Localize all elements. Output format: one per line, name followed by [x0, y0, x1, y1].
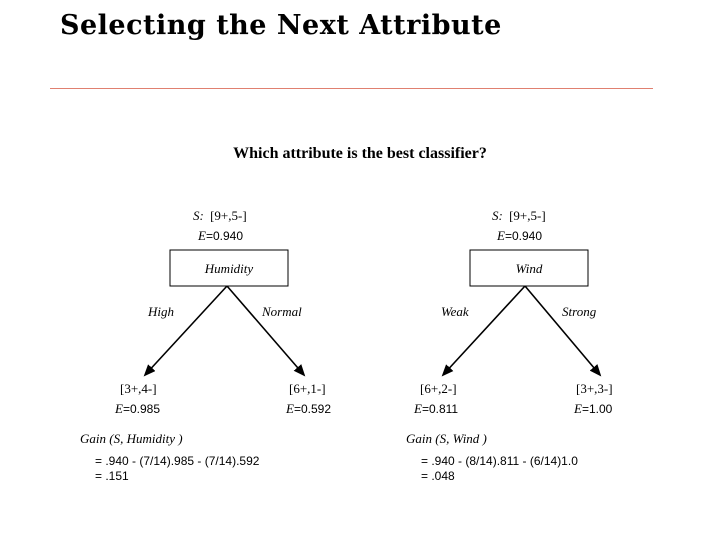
gain-result: = .048: [421, 469, 455, 483]
left-branch-label: Weak: [441, 304, 469, 319]
left-branch-arrow: [443, 286, 525, 375]
root-entropy: E=0.940: [497, 228, 542, 243]
gain-label: Gain (S, Humidity ): [80, 431, 183, 446]
root-entropy: E=0.940: [198, 228, 243, 243]
right-branch-label: Normal: [262, 304, 302, 319]
left-leaf-counts: [3+,4-]: [120, 381, 157, 396]
right-leaf-counts: [3+,3-]: [576, 381, 613, 396]
right-leaf-entropy: E=0.592: [286, 401, 331, 416]
wind-tree: [406, 208, 613, 483]
left-branch-label: High: [148, 304, 174, 319]
attribute-node-label: Humidity: [204, 261, 254, 276]
humidity-tree: [80, 208, 331, 483]
gain-label: Gain (S, Wind ): [406, 431, 487, 446]
gain-computation: = .940 - (7/14).985 - (7/14).592: [95, 454, 260, 468]
root-set-label: S: [9+,5-]: [193, 208, 247, 223]
left-leaf-entropy: E=0.811: [414, 401, 459, 416]
left-leaf-entropy: E=0.985: [115, 401, 160, 416]
slide-title: Selecting the Next Attribute: [60, 10, 502, 41]
attribute-node-label: Wind: [515, 261, 543, 276]
root-set-label: S: [9+,5-]: [492, 208, 546, 223]
left-leaf-counts: [6+,2-]: [420, 381, 457, 396]
right-branch-arrow: [525, 286, 600, 375]
right-branch-arrow: [227, 286, 304, 375]
right-leaf-counts: [6+,1-]: [289, 381, 326, 396]
gain-result: = .151: [95, 469, 129, 483]
question-heading: Which attribute is the best classifier?: [233, 145, 487, 162]
gain-computation: = .940 - (8/14).811 - (6/14)1.0: [421, 454, 578, 468]
left-branch-arrow: [145, 286, 227, 375]
right-leaf-entropy: E=1.00: [574, 401, 613, 416]
right-branch-label: Strong: [562, 304, 597, 319]
